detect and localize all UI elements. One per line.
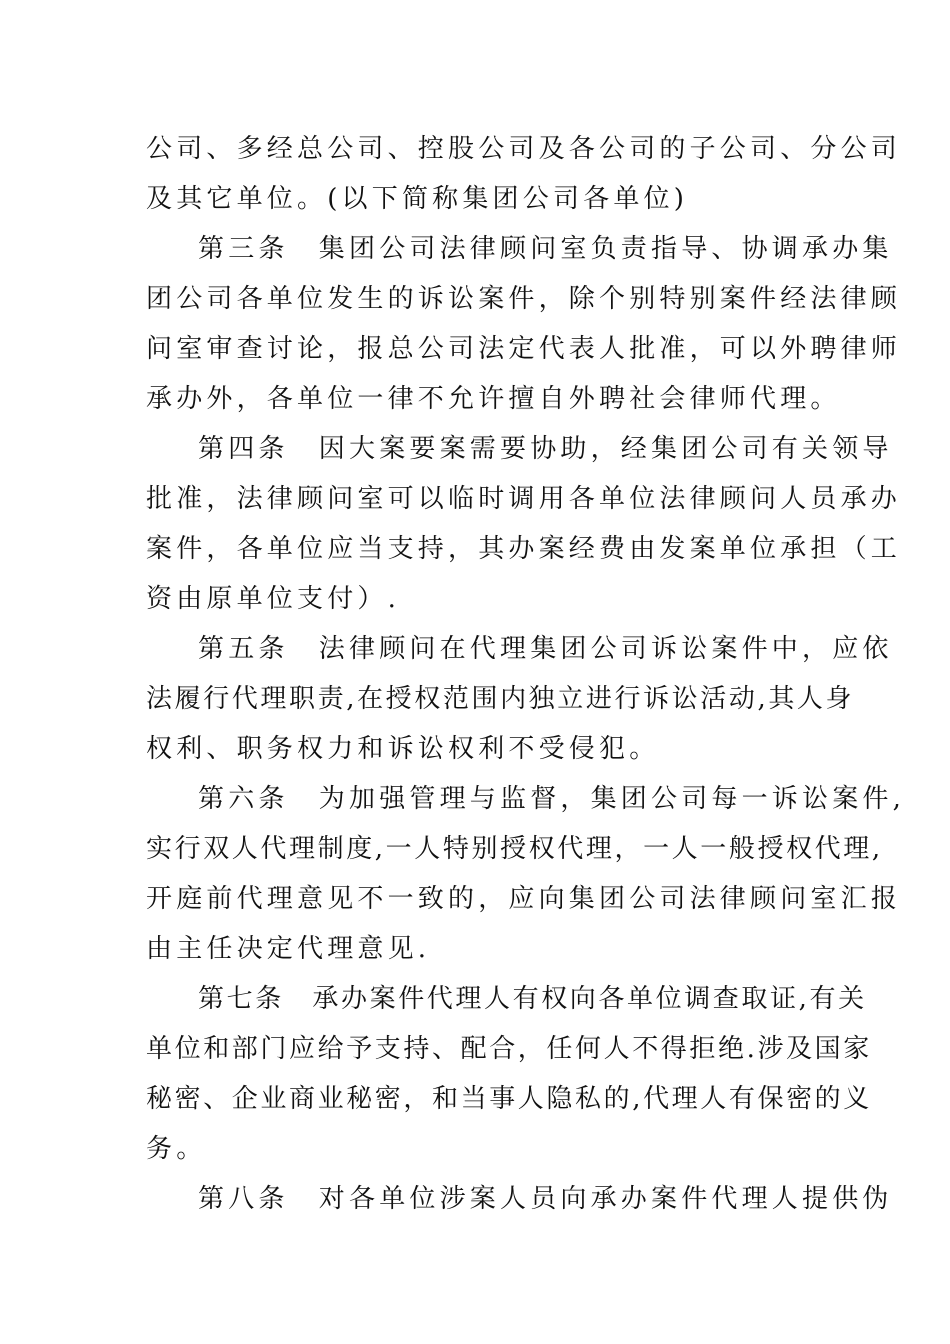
article-8-heading-line: 第八条 对各单位涉案人员向承办案件代理人提供伪 <box>198 1184 893 1214</box>
text-line: 务。 <box>146 1134 207 1164</box>
text-line: 案件，各单位应当支持，其办案经费由发案单位承担（工 <box>146 534 902 564</box>
text-line: 秘密、企业商业秘密，和当事人隐私的,代理人有保密的义 <box>146 1084 872 1114</box>
text-line: 批准，法律顾问室可以临时调用各单位法律顾问人员承办 <box>146 484 902 514</box>
text-line: 实行双人代理制度,一人特别授权代理，一人一般授权代理, <box>146 834 883 864</box>
article-4-heading-line: 第四条 因大案要案需要协助，经集团公司有关领导 <box>198 434 893 464</box>
text-line: 法履行代理职责,在授权范围内独立进行诉讼活动,其人身 <box>146 684 855 714</box>
text-line: 单位和部门应给予支持、配合，任何人不得拒绝.涉及国家 <box>146 1034 872 1064</box>
text-line: 由主任决定代理意见. <box>146 934 431 964</box>
text-line: 承办外，各单位一律不允许擅自外聘社会律师代理。 <box>146 384 841 414</box>
text-line: 资由原单位支付）. <box>146 584 401 614</box>
text-line: 开庭前代理意见不一致的，应向集团公司法律顾问室汇报 <box>146 884 902 914</box>
text-line: 团公司各单位发生的诉讼案件，除个别特别案件经法律顾 <box>146 284 902 314</box>
text-line: 及其它单位。(以下简称集团公司各单位) <box>146 184 689 214</box>
article-7-heading-line: 第七条 承办案件代理人有权向各单位调查取证,有关 <box>198 984 867 1014</box>
text-line: 公司、多经总公司、控股公司及各公司的子公司、分公司 <box>146 134 902 164</box>
text-line: 权利、职务权力和诉讼权利不受侵犯。 <box>146 734 660 764</box>
article-6-heading-line: 第六条 为加强管理与监督，集团公司每一诉讼案件, <box>198 784 906 814</box>
article-5-heading-line: 第五条 法律顾问在代理集团公司诉讼案件中，应依 <box>198 634 893 664</box>
text-line: 问室审查讨论，报总公司法定代表人批准，可以外聘律师 <box>146 334 902 364</box>
article-3-heading-line: 第三条 集团公司法律顾问室负责指导、协调承办集 <box>198 234 893 264</box>
